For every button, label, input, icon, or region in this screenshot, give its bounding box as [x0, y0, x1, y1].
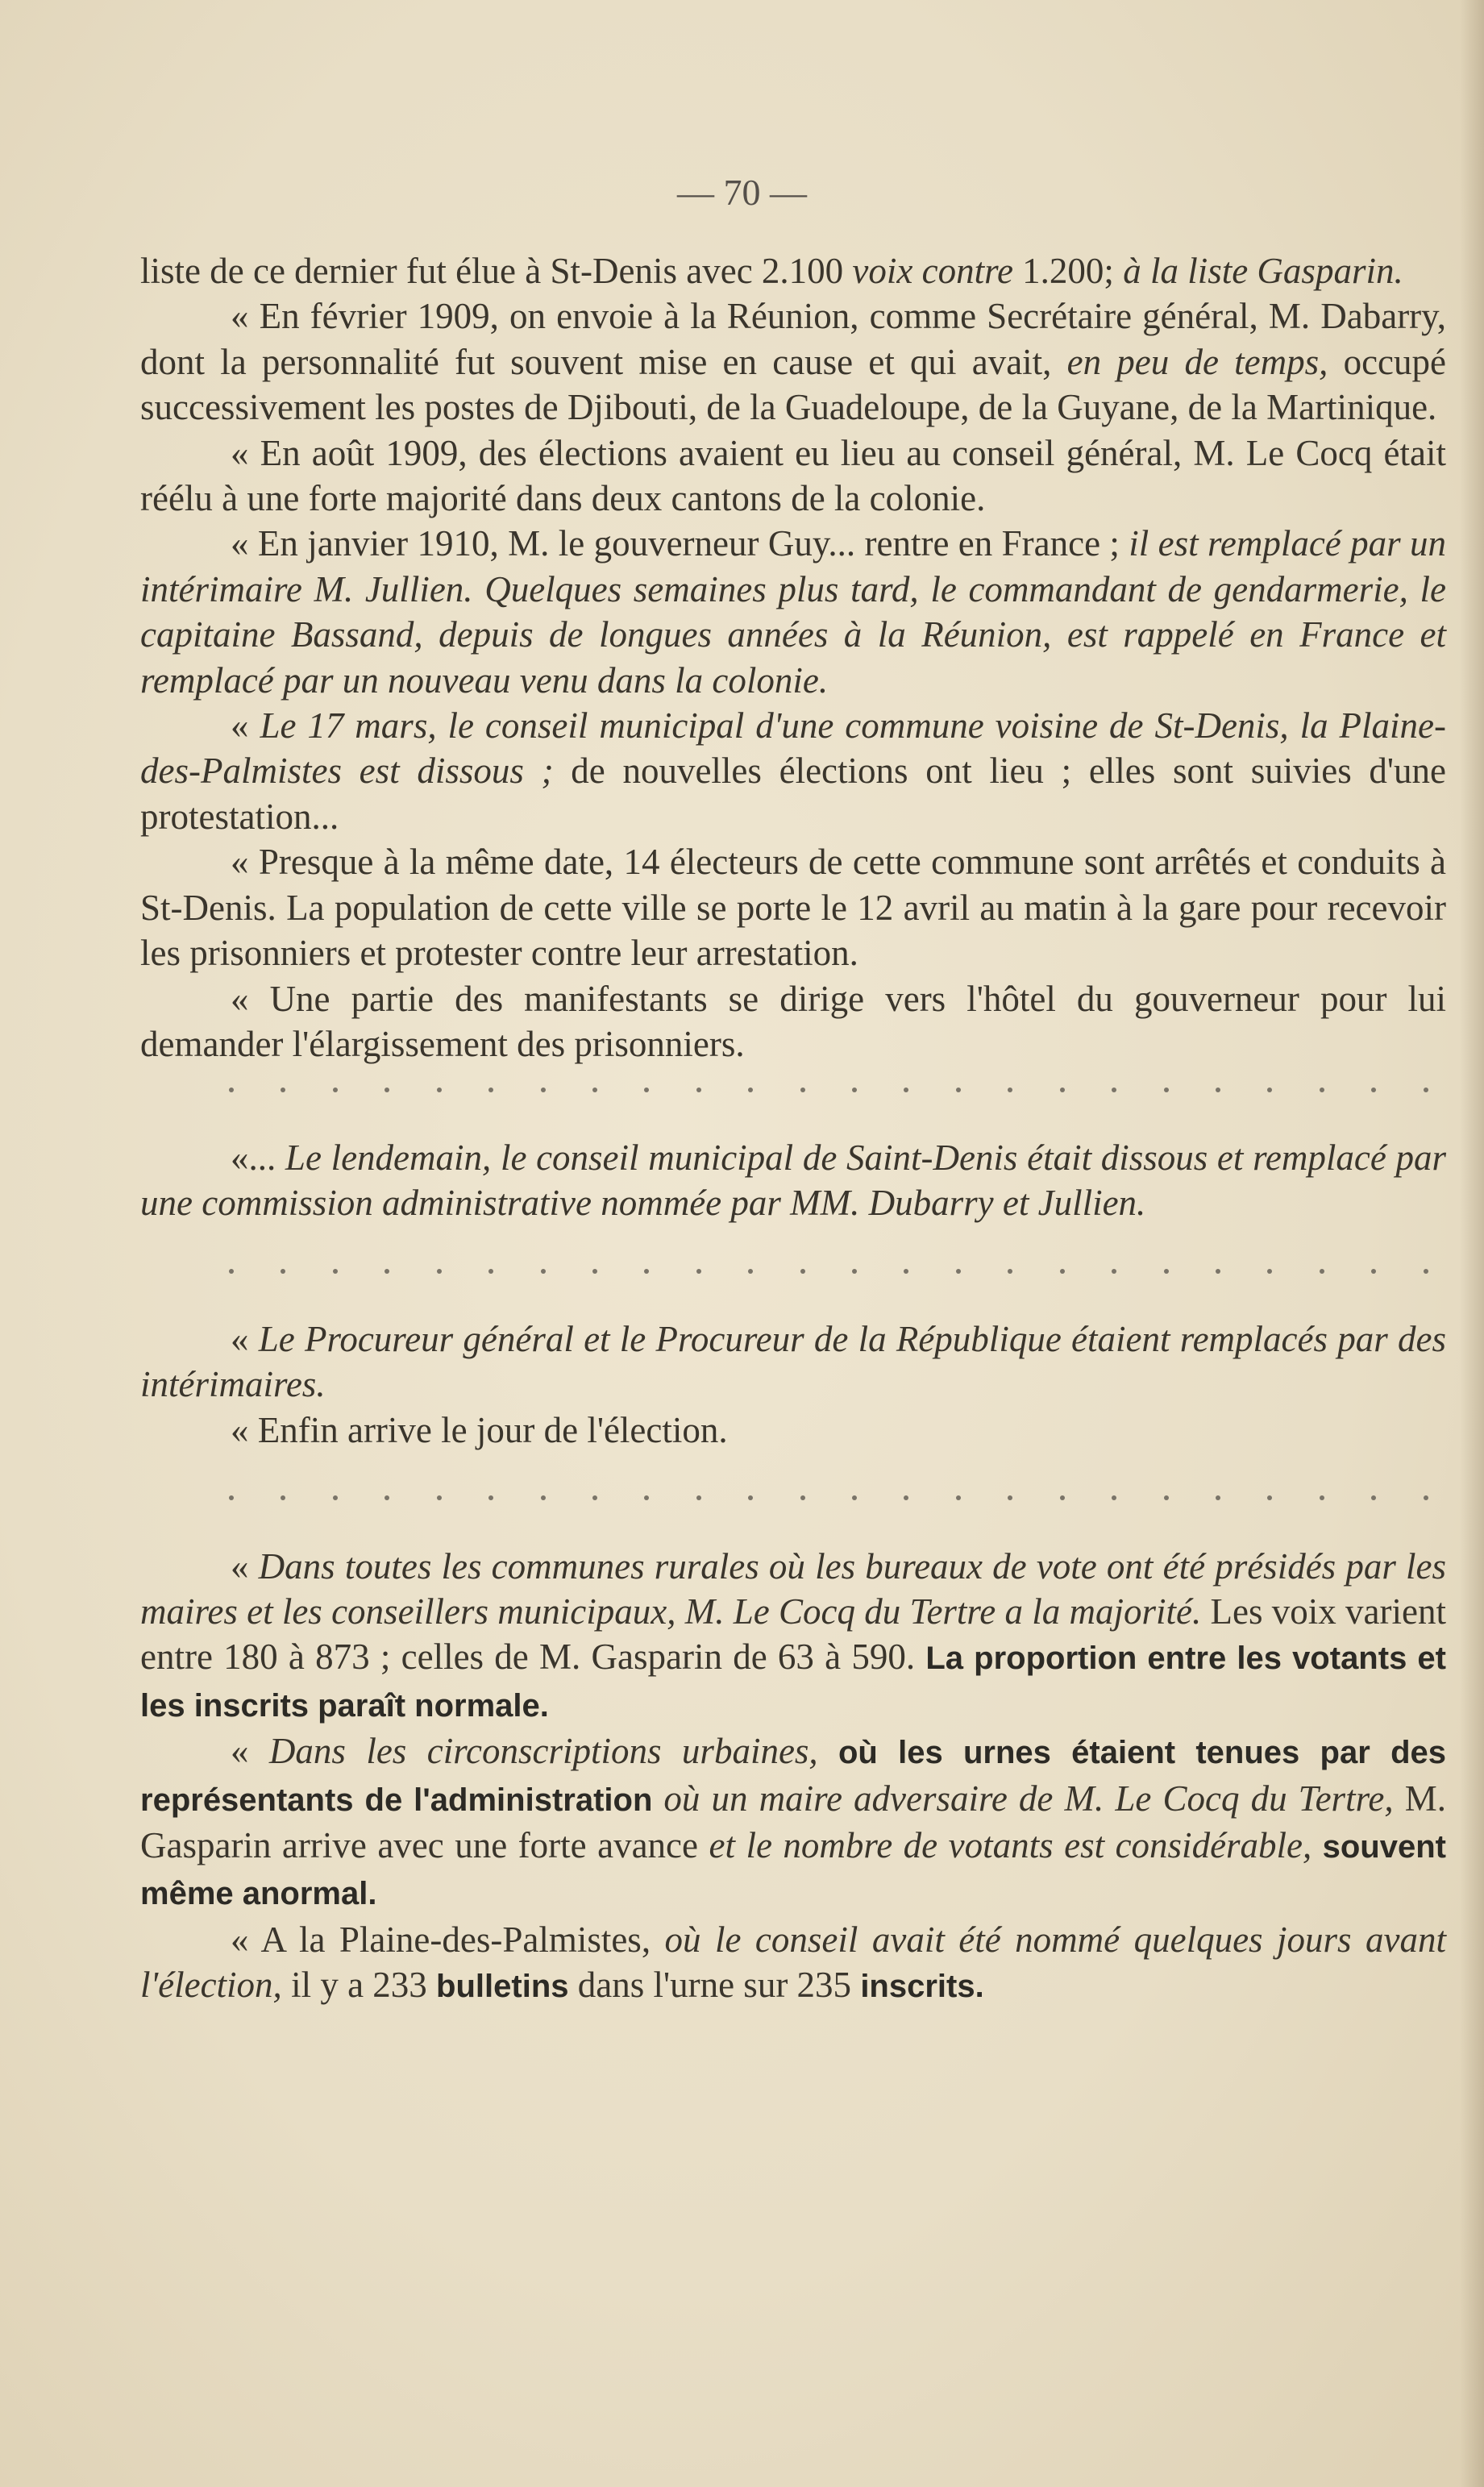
bold-run: souvent même anormal. — [140, 1828, 1446, 1912]
dot — [385, 1269, 389, 1274]
text-run: « Enfin arrive le jour de l'élection. — [231, 1409, 728, 1450]
italic-run: Le Procureur général et le Procureur de la République étaient remplacés par des intérimaires. — [140, 1318, 1446, 1405]
separator-gap — [140, 1226, 1446, 1249]
text-run: « En janvier 1910, M. le gouverneur Guy... rentre en France ; — [231, 523, 1129, 564]
dot — [1164, 1088, 1169, 1092]
text-run: « — [231, 1318, 259, 1359]
dot — [748, 1495, 753, 1500]
dot — [956, 1088, 961, 1092]
dot — [1060, 1495, 1065, 1500]
dot — [488, 1088, 493, 1092]
dot — [852, 1269, 857, 1274]
italic-run: Le 17 mars, le conseil municipal d'une commune voisine de St-Denis, la Plaine-des-Palmistes est dissous ; — [140, 705, 1446, 792]
dot — [333, 1088, 338, 1092]
italic-run: Le lendemain, le conseil municipal de Saint-Denis était dissous et remplacé par une commission administrative nommée par MM. Dubarry et Jullien. — [140, 1137, 1447, 1224]
italic-run: Dans les circonscriptions urbaines, — [268, 1731, 818, 1772]
separator-gap — [140, 1112, 1446, 1135]
dot — [541, 1495, 546, 1500]
dot — [333, 1495, 338, 1500]
separator-gap — [140, 1453, 1446, 1475]
dot — [1320, 1088, 1324, 1092]
italic-run: en peu de temps, — [1066, 341, 1328, 382]
separator-gap — [140, 1294, 1446, 1316]
bold-run: La proportion entre les votants et les inscrits paraît normale. — [140, 1641, 1446, 1724]
italic-run: où le conseil avait été nommé quelques jours avant l'élection, — [140, 1919, 1446, 2006]
dot — [904, 1495, 908, 1500]
paragraph — [140, 839, 1446, 975]
dot — [644, 1088, 649, 1092]
text-run: occupé successivement les postes de Djibouti, de la Guadeloupe, de la Guyane, de la Martinique. — [140, 341, 1447, 428]
dot — [229, 1269, 234, 1274]
dot — [800, 1269, 805, 1274]
dot — [281, 1269, 285, 1274]
text-run: « — [231, 1545, 259, 1587]
dot — [333, 1269, 338, 1274]
dot — [1424, 1495, 1428, 1500]
dot — [956, 1269, 961, 1274]
paragraph — [140, 293, 1446, 430]
dot — [1112, 1495, 1116, 1500]
paragraph — [140, 1316, 1446, 1408]
dot — [748, 1269, 753, 1274]
paragraph — [140, 1408, 1446, 1453]
text-run: Les voix varient entre 180 à 873 ; celles de M. Gasparin de 63 à 590. — [140, 1591, 1446, 1678]
dot — [1164, 1495, 1169, 1500]
dot — [437, 1269, 442, 1274]
ellipsis-dots-separator — [140, 1475, 1446, 1520]
dot — [229, 1495, 234, 1500]
dot — [1060, 1269, 1065, 1274]
dot — [592, 1088, 597, 1092]
dot — [1371, 1495, 1376, 1500]
separator-gap — [140, 1521, 1446, 1544]
dot — [800, 1495, 805, 1500]
text-run: M. Gasparin arrive avec une forte avance — [140, 1778, 1447, 1865]
paragraph — [140, 1544, 1446, 1729]
page-number: — 70 — — [677, 172, 807, 213]
paragraph — [140, 703, 1446, 839]
italic-run: où un maire adversaire de M. Le Cocq du Tertre, — [663, 1778, 1394, 1819]
text-run: « — [231, 705, 260, 747]
dot — [1320, 1495, 1324, 1500]
italic-run: il est remplacé par un intérimaire M. Jullien. Quelques semaines plus tard, le commandant de gendarmerie, le capitaine Bassand, depuis de longues années à la Réunion, est rappelé en France et remplacé par un nouveau venu dans la colonie. — [140, 523, 1446, 701]
dot — [437, 1495, 442, 1500]
dot — [488, 1269, 493, 1274]
paragraph — [140, 976, 1446, 1067]
dot — [696, 1088, 701, 1092]
ellipsis-dots-separator — [140, 1249, 1446, 1294]
text-run: de nouvelles élections ont lieu ; elles sont suivies d'une protestation... — [140, 751, 1446, 837]
dot — [852, 1088, 857, 1092]
dot — [592, 1495, 597, 1500]
bold-run: inscrits. — [860, 1969, 984, 2005]
dot — [800, 1088, 805, 1092]
dot — [1267, 1269, 1272, 1274]
text-run: dans l'urne sur 235 — [568, 1965, 861, 2006]
dot — [1267, 1495, 1272, 1500]
dot — [1371, 1269, 1376, 1274]
dot — [1320, 1269, 1324, 1274]
dot — [541, 1269, 546, 1274]
dot — [385, 1088, 389, 1092]
text-run: « Une partie des manifestants se dirige vers l'hôtel du gouverneur pour lui demander l'élargissement des prisonniers. — [140, 978, 1446, 1064]
italic-run: et le nombre de votants est considérable, — [709, 1824, 1312, 1865]
dot — [1008, 1269, 1012, 1274]
dot — [1164, 1269, 1169, 1274]
paragraph — [140, 1135, 1446, 1226]
dot — [904, 1269, 908, 1274]
dot — [229, 1088, 234, 1092]
dot — [904, 1088, 908, 1092]
text-run: « Presque à la même date, 14 électeurs de cette commune sont arrêtés et conduits à St-Denis. La population de cette ville se porte le 12 avril au matin à la gare pour recevoir les prisonniers et protester contre leur arrestation. — [140, 842, 1446, 974]
bold-run: où les urnes étaient tenues par des représentants de l'administration — [140, 1735, 1446, 1818]
dot — [1216, 1269, 1220, 1274]
dot — [385, 1495, 389, 1500]
ellipsis-dots-separator — [140, 1067, 1446, 1112]
dot — [1112, 1088, 1116, 1092]
dot — [1424, 1269, 1428, 1274]
dot — [1008, 1088, 1012, 1092]
dot — [437, 1088, 442, 1092]
dot — [748, 1088, 753, 1092]
text-run: « — [231, 1731, 269, 1772]
paragraph — [140, 430, 1446, 522]
italic-run: Dans toutes les communes rurales où les bureaux de vote ont été présidés par les maires et les conseillers municipaux, M. Le Cocq du Tertre a la majorité. — [140, 1545, 1447, 1632]
dot — [956, 1495, 961, 1500]
body-text — [140, 248, 1446, 2010]
text-run: «... — [231, 1137, 285, 1178]
paragraph — [140, 1728, 1446, 1917]
dot — [1008, 1495, 1012, 1500]
dot — [1216, 1495, 1220, 1500]
dot — [1371, 1088, 1376, 1092]
dot — [592, 1269, 597, 1274]
italic-run: à la liste Gasparin. — [1123, 251, 1403, 291]
dot — [644, 1495, 649, 1500]
bold-run: bulletins — [436, 1969, 569, 2005]
paragraph — [140, 521, 1446, 703]
dot — [541, 1088, 546, 1092]
text-run: « En août 1909, des élections avaient eu lieu au conseil général, M. Le Cocq était réélu à une forte majorité dans deux cantons de la colonie. — [140, 432, 1446, 519]
text-run: liste de ce dernier fut élue à St-Denis avec 2.100 — [140, 251, 853, 291]
paragraph — [140, 248, 1446, 293]
page-edge-shadow — [1460, 0, 1484, 2487]
dot — [1060, 1088, 1065, 1092]
dot — [488, 1495, 493, 1500]
dot — [696, 1269, 701, 1274]
dot — [1216, 1088, 1220, 1092]
text-run: il y a 233 — [281, 1965, 437, 2006]
text-run: « En février 1909, on envoie à la Réunion, comme Secrétaire général, M. Dabarry, dont la personnalité fut souvent mise en cause et qui avait, — [140, 296, 1446, 382]
dot — [1267, 1088, 1272, 1092]
dot — [1112, 1269, 1116, 1274]
dot — [1424, 1088, 1428, 1092]
italic-run: voix contre — [852, 251, 1013, 291]
text-run: 1.200; — [1012, 251, 1124, 291]
paragraph — [140, 1917, 1446, 2010]
dot — [281, 1495, 285, 1500]
dot — [644, 1269, 649, 1274]
dot — [852, 1495, 857, 1500]
dot — [281, 1088, 285, 1092]
dot — [696, 1495, 701, 1500]
text-run: « A la Plaine-des-Palmistes, — [231, 1919, 665, 1960]
